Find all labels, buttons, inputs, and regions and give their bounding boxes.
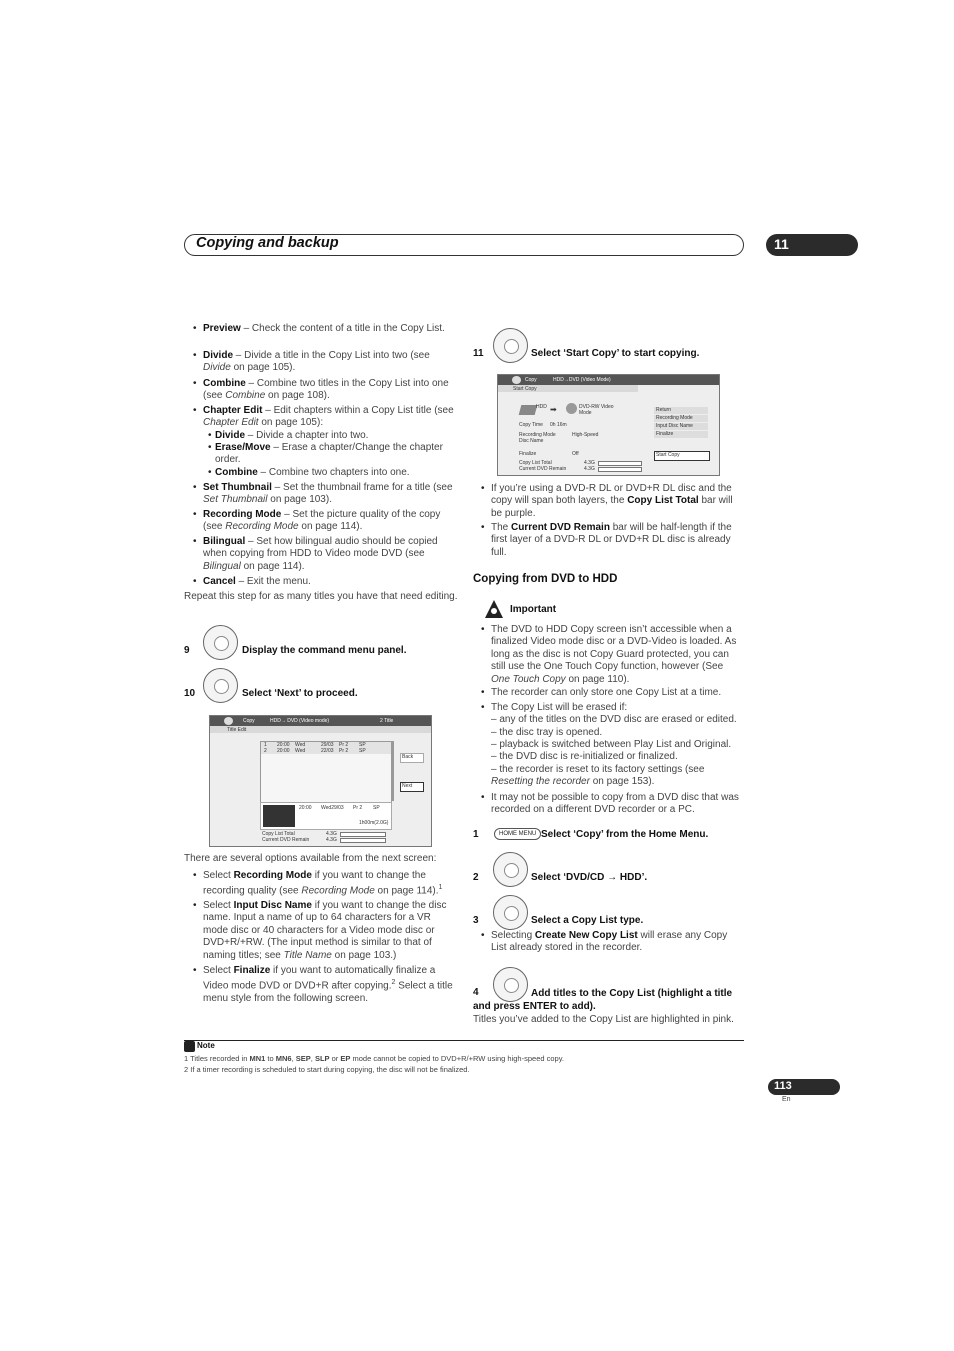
- screen-count: 2 Title: [380, 718, 394, 724]
- sub-list-item: • Divide – Divide a chapter into two.: [215, 430, 368, 442]
- list-item: • The Copy List will be erased if:: [491, 702, 627, 714]
- copy-list-screen: [209, 715, 432, 847]
- total-label: Copy List Total: [262, 831, 295, 837]
- dvd-label: DVD-RW Video Mode: [579, 404, 614, 416]
- list-item: • If you’re using a DVD-R DL or DVD+R DL disc and the copy will span both layers, the Copy List Total bar will be purple.: [491, 483, 743, 520]
- remote-control-icon: [203, 625, 238, 660]
- sub-list-item: • Combine – Combine two chapters into one.: [215, 467, 410, 479]
- note-icon: [184, 1041, 195, 1052]
- remain-bar: [598, 467, 642, 472]
- footnote-1: 1 Titles recorded in MN1 to MN6, SEP, SLP or EP mode cannot be copied to DVD+R/+RW using high-speed copy.: [184, 1054, 564, 1063]
- finalize-value: Off: [572, 451, 579, 457]
- erase-condition: – the DVD disc is re-initialized or finalized.: [491, 751, 678, 762]
- menu-input-disc-name[interactable]: Input Disc Name: [654, 423, 708, 430]
- screen-mode: HDD→DVD (Video Mode): [553, 377, 611, 383]
- remain-bar: [340, 838, 386, 843]
- remote-control-icon: [493, 852, 528, 887]
- remain-label: Current DVD Remain: [262, 837, 310, 843]
- scrollbar[interactable]: [391, 741, 394, 801]
- preview-panel: 20:00 Wed29/03 Pr 2 SP 1h00m(2.0G): [260, 802, 392, 830]
- arrow-right-icon: ➡: [550, 405, 557, 414]
- step-text: Add titles to the Copy List (highlight a title and press ENTER to add).: [473, 988, 733, 1012]
- list-item: • The DVD to HDD Copy screen isn’t accessible when a finalized Video mode disc or a DVD-Video is loaded. As long as the disc is not Copy Guard protected, you can still use the One Touch Copy function, however (See One Touch Copy on page 110).: [491, 624, 743, 686]
- list-item: • Bilingual – Set how bilingual audio should be copied when copying from HDD to Video mode DVD (see Bilingual on page 114).: [203, 536, 458, 573]
- important-heading: Important: [510, 604, 557, 615]
- start-copy-button[interactable]: Start Copy: [654, 451, 710, 461]
- remote-control-icon: [203, 668, 238, 703]
- step-text: Display the command menu panel.: [242, 645, 407, 656]
- next-button[interactable]: Next: [400, 782, 424, 792]
- list-item: • The recorder can only store one Copy List at a time.: [491, 687, 721, 699]
- step-number: 10: [184, 688, 196, 699]
- hdd-label: HDD: [536, 404, 547, 410]
- step-text: Select a Copy List type.: [531, 915, 644, 926]
- note-label: Note: [197, 1041, 215, 1050]
- language-code: En: [782, 1096, 791, 1103]
- disc-icon: [224, 717, 233, 725]
- remote-control-icon: [493, 328, 528, 363]
- note-divider: [184, 1040, 744, 1041]
- erase-condition-reference: Resetting the recorder on page 153).: [491, 776, 655, 787]
- erase-condition: – playback is switched between Play List and Original.: [491, 739, 732, 750]
- rec-mode-label: Recording Mode: [519, 432, 556, 438]
- step-number: 3: [473, 915, 479, 926]
- page-number: 113: [774, 1080, 792, 1092]
- rec-mode-value: High-Speed: [572, 432, 599, 438]
- remain-value: 4.3G: [326, 837, 337, 843]
- sub-list-item: • Erase/Move – Erase a chapter/Change the chapter order.: [215, 442, 458, 467]
- disc-icon: [512, 376, 521, 384]
- chapter-title: Copying and backup: [196, 235, 339, 251]
- chapter-number: 11: [774, 236, 789, 252]
- step-text: Select ‘Next’ to proceed.: [242, 688, 358, 699]
- list-item: • Combine – Combine two titles in the Copy List into one (see Combine on page 108).: [203, 378, 458, 403]
- step-text: Select ‘Copy’ from the Home Menu.: [541, 829, 709, 840]
- list-item: • Select Finalize if you want to automatically finalize a Video mode DVD or DVD+R after copying.$^2$ Select a title menu style from the following screen.: [203, 965, 456, 1006]
- menu-return[interactable]: Return: [654, 407, 708, 414]
- list-item: • Set Thumbnail – Set the thumbnail frame for a title (see Set Thumbnail on page 103).: [203, 482, 458, 507]
- step-text: Select ‘Start Copy’ to start copying.: [531, 348, 700, 359]
- total-bar: [598, 461, 642, 466]
- remote-control-icon: [493, 895, 528, 930]
- warning-icon: [484, 599, 504, 619]
- erase-condition: – any of the titles on the DVD disc are erased or edited.: [491, 714, 737, 725]
- erase-condition: – the recorder is reset to its factory settings (see: [491, 764, 705, 775]
- step-number: 11: [473, 348, 484, 359]
- step-number: 9: [184, 645, 190, 656]
- screen-copy: Copy: [525, 377, 537, 383]
- list-item: • Preview – Check the content of a title in the Copy List.: [203, 323, 445, 335]
- menu-finalize[interactable]: Finalize: [654, 431, 708, 438]
- table-row[interactable]: 1 20:00 Wed 29/03 Pr 2 SP: [261, 742, 391, 748]
- hdd-icon: [519, 405, 538, 415]
- screen-copy: Copy: [243, 718, 255, 724]
- back-button[interactable]: Back: [400, 753, 424, 763]
- total-bar: [340, 832, 386, 837]
- dvd-icon: [566, 403, 577, 414]
- table-row[interactable]: 2 20:00 Wed 22/03 Pr 2 SP: [261, 748, 391, 754]
- disc-name-label: Disc Name: [519, 438, 544, 444]
- options-intro: There are several options available from the next screen:: [184, 853, 437, 864]
- copy-time-value: 0h 16m: [550, 422, 567, 428]
- list-item: • Divide – Divide a title in the Copy List into two (see Divide on page 105).: [203, 350, 458, 375]
- list-item: • It may not be possible to copy from a DVD disc that was recorded on a different DVD recorder or a PC.: [491, 792, 743, 817]
- screen-mode: HDD→ DVD (Video mode): [270, 718, 330, 724]
- footnote-2: 2 If a timer recording is scheduled to start during copying, the disc will not be finalized.: [184, 1065, 470, 1074]
- repeat-text: Repeat this step for as many titles you have that need editing.: [184, 591, 458, 602]
- copy-time-label: Copy Time: [519, 422, 543, 428]
- list-item: • Chapter Edit – Edit chapters within a Copy List title (see Chapter Edit on page 105):: [203, 405, 458, 430]
- step4-note: Titles you’ve added to the Copy List are highlighted in pink.: [473, 1014, 734, 1025]
- finalize-label: Finalize: [519, 451, 537, 457]
- total-label: Copy List Total: [519, 460, 552, 466]
- list-item: • Cancel – Exit the menu.: [203, 576, 311, 588]
- total-value: 4.3G: [584, 460, 595, 466]
- home-menu-button: HOME MENU: [494, 828, 541, 840]
- step-number: 4: [473, 987, 479, 998]
- step-number: 2: [473, 872, 479, 883]
- menu-recording-mode[interactable]: Recording Mode: [654, 415, 708, 422]
- list-item: • Recording Mode – Set the picture quality of the copy (see Recording Mode on page 114).: [203, 509, 458, 534]
- step-text: Select ‘DVD/CD → HDD’.: [531, 872, 648, 883]
- screen-sub: Start Copy: [513, 386, 537, 392]
- step-number: 1: [473, 829, 479, 840]
- section-heading: Copying from DVD to HDD: [473, 573, 618, 585]
- list-item: • Select Recording Mode if you want to change the recording quality (see Recording Mode on page 114).$^1$: [203, 870, 456, 898]
- remain-label: Current DVD Remain: [519, 466, 567, 472]
- erase-condition: – the disc tray is opened.: [491, 727, 603, 738]
- list-item: • Select Input Disc Name if you want to change the disc name. Input a name of up to 64 characters for a VR mode disc or 40 characters for a Video mode disc or DVD+R/+RW. (The input method is similar to that of naming titles; see Title Name on page 103.): [203, 900, 456, 962]
- start-copy-screen: [497, 374, 720, 476]
- total-value: 4.3G: [326, 831, 337, 837]
- thumbnail-image: [263, 805, 295, 827]
- screen-sub: Title Edit: [227, 727, 247, 733]
- list-item: • Selecting Create New Copy List will erase any Copy List already stored in the recorder.: [491, 930, 743, 955]
- remain-value: 4.3G: [584, 466, 595, 472]
- list-item: • The Current DVD Remain bar will be half-length if the first layer of a DVD-R DL or DVD+R DL disc is already full.: [491, 522, 743, 559]
